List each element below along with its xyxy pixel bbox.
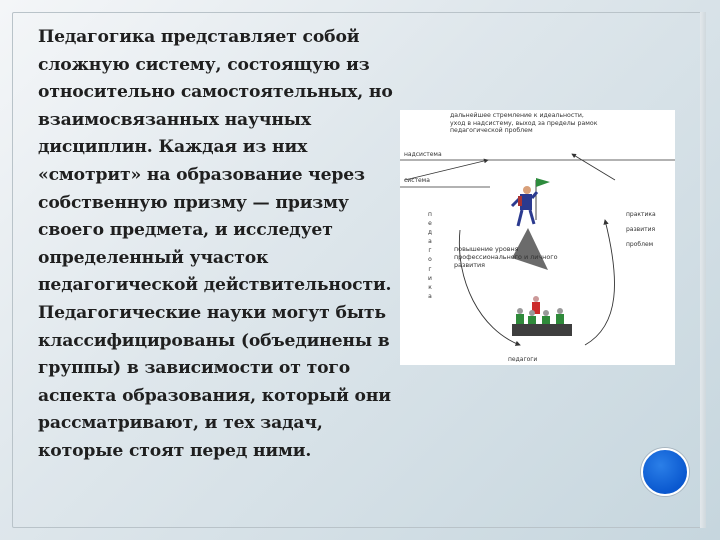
text-line: дисциплин. Каждая из них [38, 137, 308, 158]
text-line: своего предмета, и исследует [38, 220, 333, 241]
vertical-letter: г [428, 247, 432, 255]
text-line: педагогической действительности. [38, 275, 392, 296]
text-line: рассматривают, и тех задач, [38, 413, 323, 434]
right-label: практика [626, 211, 656, 218]
center-caption [454, 246, 574, 269]
text-line: взаимосвязанных научных [38, 109, 311, 130]
text-line: «смотрит» на образование через [38, 164, 365, 185]
system-label: система [404, 177, 430, 184]
vertical-letter: е [428, 220, 432, 228]
blue-circle-decoration [641, 448, 689, 496]
text-line: сложную систему, состоящую из [38, 54, 370, 75]
caption-line: педагогической проблем [450, 127, 533, 134]
text-line: собственную призму — призму [38, 192, 349, 213]
ideal-label: надсистема [404, 151, 442, 158]
caption-line: повышение уровня [454, 245, 519, 253]
bottom-label: педагоги [508, 356, 538, 363]
vertical-label [426, 210, 434, 301]
diagram-top-caption [450, 112, 670, 135]
vertical-letter: и [428, 274, 432, 282]
right-label: проблем [626, 241, 654, 248]
slide-edge-strip [700, 12, 706, 528]
caption-line: уход в надсистему, выход за пределы рамок [450, 119, 598, 127]
vertical-letter: а [428, 238, 432, 246]
caption-line: развития [454, 260, 486, 269]
vertical-letter: к [428, 283, 432, 291]
text-line: которые стоят перед ними. [38, 440, 312, 461]
right-diagonal-arrow [572, 154, 615, 180]
text-line: относительно самостоятельных, но [38, 82, 393, 103]
vertical-letter: п [428, 211, 432, 218]
diagram-graphics [400, 110, 675, 365]
text-line: Педагогические науки могут быть [38, 302, 386, 323]
text-line: определенный участок [38, 247, 269, 268]
slide-body-text [38, 24, 408, 466]
text-line: аспекта образования, который они [38, 385, 391, 406]
pedagogy-diagram [400, 110, 675, 365]
text-line: классифицированы (объединены в [38, 330, 390, 351]
caption-line: профессионального и личного [454, 252, 558, 261]
vertical-letter: д [427, 229, 433, 237]
text-line: группы) в зависимости от того [38, 358, 351, 379]
right-cycle-arrow [585, 220, 615, 345]
vertical-letter: а [428, 292, 432, 300]
vertical-letter: г [428, 265, 432, 273]
vertical-letter: о [428, 256, 432, 264]
people-group [512, 296, 572, 336]
right-label: развития [626, 226, 656, 233]
caption-line: дальнейшее стремление к идеальности, [450, 112, 584, 119]
text-line: Педагогика представляет собой [38, 27, 360, 47]
